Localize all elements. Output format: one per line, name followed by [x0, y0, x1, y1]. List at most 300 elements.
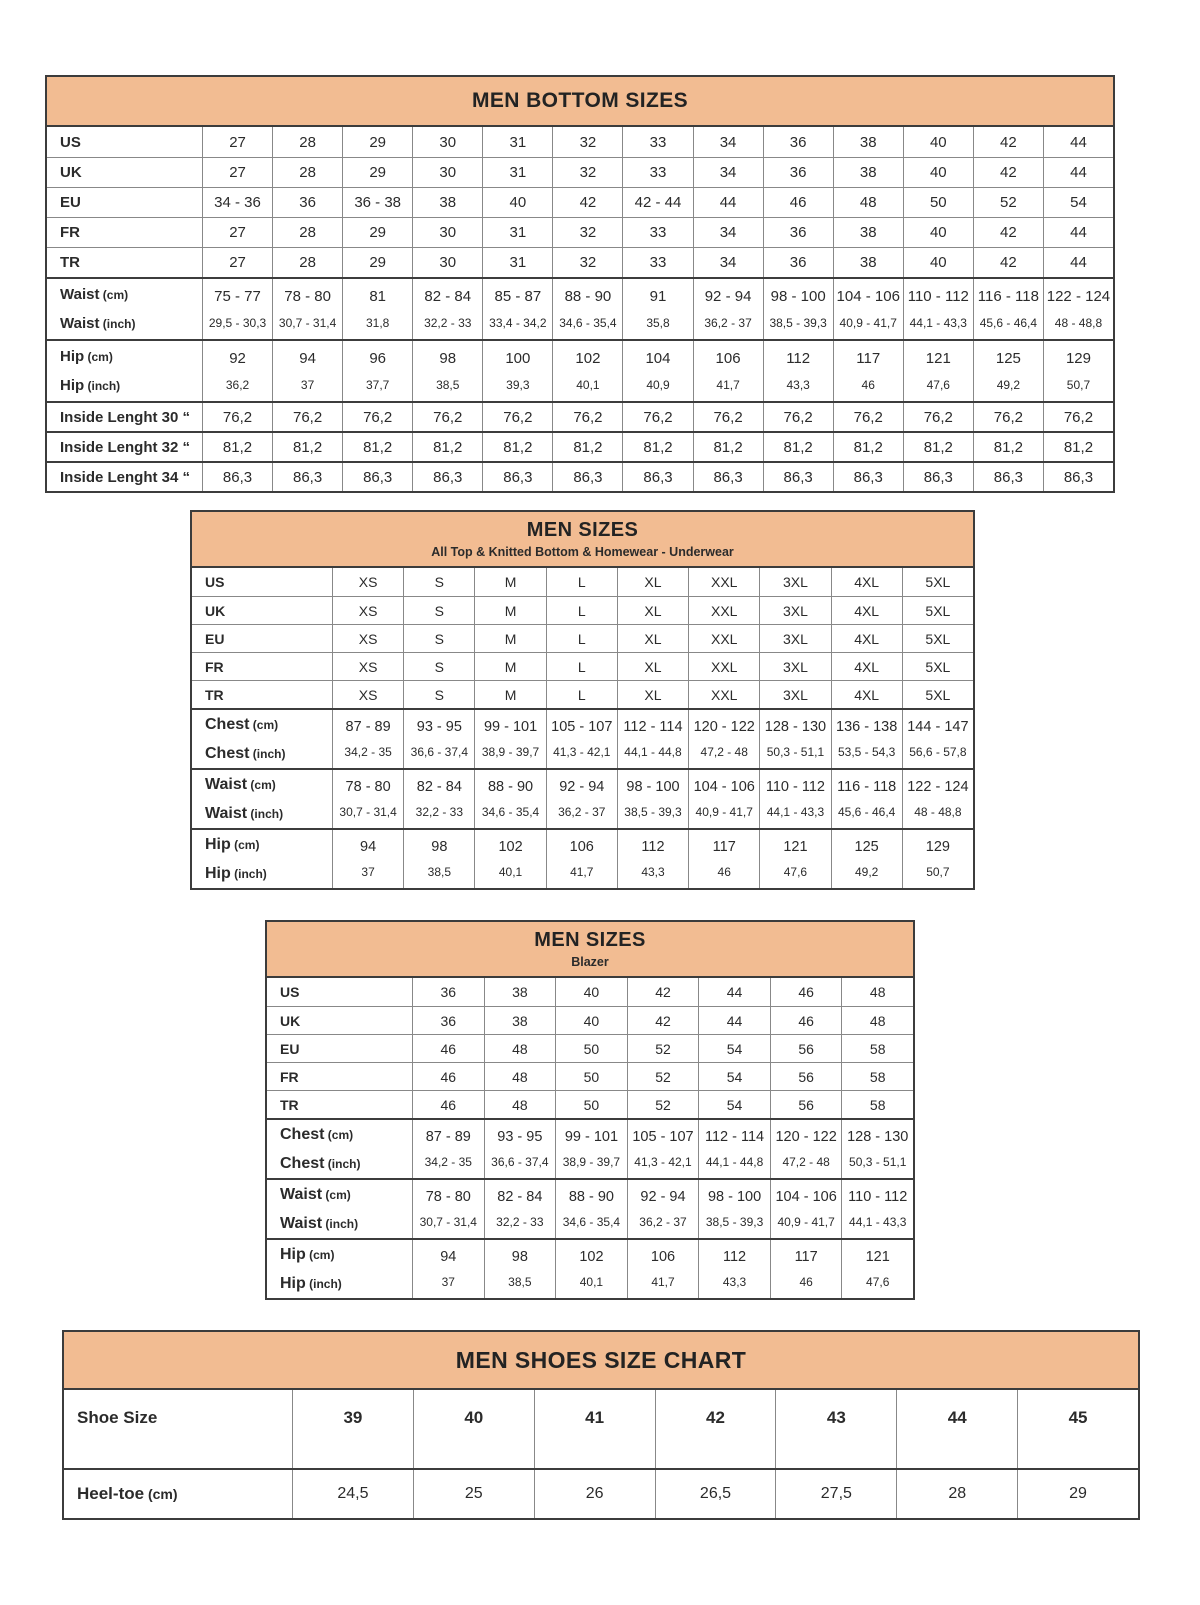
value-cm: 104 [645, 350, 671, 367]
value-cm: 92 - 94 [640, 1189, 686, 1205]
value-inch: 30,7 - 31,4 [419, 1215, 477, 1229]
value-inch: 44,1 - 44,8 [624, 745, 682, 759]
value-inch: 41,3 - 42,1 [634, 1155, 692, 1169]
table-header [64, 1332, 1138, 1390]
table-cell: M [474, 625, 545, 652]
row-label-text: Chest [205, 744, 250, 762]
table-cell: XXL [688, 681, 759, 708]
table-row [267, 1006, 913, 1034]
row-label-text: Hip [60, 347, 85, 365]
table-cell [831, 770, 902, 828]
row-label [192, 568, 332, 596]
value-cm: 120 - 122 [775, 1129, 837, 1145]
table-row [192, 652, 973, 680]
table-cell: 33 [622, 127, 692, 157]
row-label-text: Chest [280, 1125, 325, 1143]
table-cell [617, 770, 688, 828]
row-label-line [280, 1186, 351, 1204]
table-cell: 5XL [902, 597, 973, 624]
value-inch: 41,7 [651, 1275, 675, 1289]
row-label-line [205, 776, 276, 794]
table-cell [902, 830, 973, 888]
value-inch: 45,6 - 46,4 [837, 805, 896, 819]
table-cell: 76,2 [272, 403, 342, 431]
row-label-unit: (inch) [99, 316, 136, 331]
row-label-unit: (inch) [84, 378, 121, 393]
value-inch: 48 - 48,8 [1054, 316, 1103, 330]
table-cell: 44 [1043, 248, 1113, 277]
table-cell: 42 - 44 [622, 188, 692, 217]
value-cm: 98 - 100 [707, 1189, 762, 1205]
table-cell [482, 279, 552, 339]
table-cell [484, 1180, 556, 1238]
row-label-text: EU [205, 630, 225, 647]
row-label-line [60, 377, 120, 395]
table-cell: 4XL [831, 625, 902, 652]
row-label [64, 1390, 292, 1468]
row-label [267, 1240, 412, 1298]
table-cell: 3XL [759, 653, 830, 680]
table-body [47, 127, 1113, 491]
table-cell: 81,2 [833, 433, 903, 461]
row-label-line [60, 224, 80, 241]
value-cm: 128 - 130 [764, 719, 827, 735]
table-cell: 50 [555, 1035, 627, 1062]
table-cell: S [403, 653, 474, 680]
row-label-text: US [205, 574, 225, 590]
row-label [267, 1120, 412, 1178]
row-label [192, 681, 332, 708]
table-title: MEN SIZES [526, 519, 639, 541]
row-label-line [280, 1215, 358, 1233]
table-cell [412, 1240, 484, 1298]
value-cm: 102 [579, 1249, 604, 1265]
table-row [47, 461, 1113, 491]
table-cell: XXL [688, 597, 759, 624]
value-cm: 110 - 112 [907, 288, 969, 305]
value-cm: 116 - 118 [837, 779, 897, 795]
table-cell: 86,3 [973, 463, 1043, 491]
table-cell: 32 [552, 248, 622, 277]
table-cell: 46 [770, 978, 842, 1006]
table-row [267, 1062, 913, 1090]
value-cm: 96 [369, 350, 387, 367]
table-cell [484, 1120, 556, 1178]
value-cm: 88 - 90 [564, 288, 612, 305]
value-inch: 34,2 - 35 [344, 745, 392, 759]
table-cell: 38 [833, 248, 903, 277]
row-label-line [280, 1246, 334, 1264]
table-cell [763, 279, 833, 339]
table-cell: 76,2 [412, 403, 482, 431]
table-cell: 38 [484, 1007, 556, 1034]
table-row [47, 217, 1113, 247]
table-row [47, 277, 1113, 339]
table-cell [552, 341, 622, 401]
value-inch: 40,1 [576, 378, 600, 392]
value-cm: 98 [431, 839, 448, 855]
table-cell: 81,2 [763, 433, 833, 461]
table-row [192, 828, 973, 888]
table-cell: L [546, 681, 617, 708]
row-label-unit: (cm) [324, 1127, 354, 1142]
row-label-text: Hip [205, 835, 231, 853]
value-inch: 32,2 - 33 [415, 805, 464, 819]
value-cm: 106 [715, 350, 741, 367]
table-cell: 52 [973, 188, 1043, 217]
table-cell: 4XL [831, 597, 902, 624]
table-cell: 56 [770, 1063, 842, 1090]
row-label [47, 279, 202, 339]
table-cell [474, 770, 545, 828]
row-label-line [280, 1155, 360, 1173]
table-cell: 54 [698, 1035, 770, 1062]
table-cell: 31 [482, 248, 552, 277]
row-label-unit: (cm) [84, 349, 113, 364]
table-cell: 5XL [902, 681, 973, 708]
table-cell [973, 341, 1043, 401]
table-body [64, 1390, 1138, 1518]
value-inch: 38,5 - 39,3 [624, 805, 682, 819]
value-cm: 120 - 122 [693, 719, 755, 735]
table-cell: 3XL [759, 625, 830, 652]
row-label-line [60, 348, 113, 366]
table-cell: M [474, 568, 545, 596]
table-cell [1043, 279, 1113, 339]
row-label [192, 710, 332, 768]
value-inch: 40,1 [579, 1275, 604, 1289]
value-inch: 33,4 - 34,2 [489, 316, 547, 330]
value-inch: 43,3 [722, 1275, 747, 1289]
table-cell: L [546, 625, 617, 652]
table-cell [555, 1120, 627, 1178]
table-cell: 27 [202, 248, 272, 277]
row-label-text: Waist [205, 775, 248, 793]
table-cell: 27 [202, 158, 272, 187]
table-cell [403, 710, 474, 768]
value-cm: 121 [865, 1249, 890, 1265]
value-inch: 43,3 [786, 378, 810, 392]
value-cm: 112 [786, 350, 811, 367]
value-cm: 105 - 107 [632, 1129, 694, 1145]
row-label-line [280, 1013, 300, 1029]
table-cell: S [403, 625, 474, 652]
table-header [47, 77, 1113, 127]
table-cell: 38 [412, 188, 482, 217]
value-inch: 44,1 - 43,3 [766, 805, 825, 819]
table-cell: 44 [698, 1007, 770, 1034]
value-inch: 37 [300, 378, 315, 392]
row-label-text: Waist [60, 314, 100, 332]
value-inch: 30,7 - 31,4 [278, 316, 337, 330]
table-cell: 27 [202, 218, 272, 247]
table-cell [763, 341, 833, 401]
table-cell: 81,2 [482, 433, 552, 461]
row-label [267, 1035, 412, 1062]
table-cell [973, 279, 1043, 339]
table-cell: L [546, 653, 617, 680]
value-inch: 53,5 - 54,3 [837, 745, 896, 759]
value-cm: 121 [925, 350, 951, 367]
table-cell [342, 341, 412, 401]
table-cell [484, 1240, 556, 1298]
row-label [192, 625, 332, 652]
value-inch: 50,7 [926, 865, 950, 879]
table-cell: 50 [555, 1063, 627, 1090]
row-label-unit: (inch) [324, 1156, 361, 1171]
table-cell [770, 1120, 842, 1178]
table-row [267, 1118, 913, 1178]
table-cell: 86,3 [202, 463, 272, 491]
table-cell: XXL [688, 653, 759, 680]
value-cm: 93 - 95 [497, 1129, 543, 1145]
value-cm: 112 - 114 [623, 719, 683, 735]
table-cell: XS [332, 625, 403, 652]
value-cm: 92 - 94 [704, 288, 752, 305]
table-cell: 76,2 [693, 403, 763, 431]
table-cell [841, 1240, 913, 1298]
table-cell [627, 1120, 699, 1178]
table-cell: 36 - 38 [342, 188, 412, 217]
value-cm: 82 - 84 [416, 779, 462, 795]
value-inch: 40,9 - 41,7 [695, 805, 753, 819]
value-cm: 112 - 114 [705, 1129, 765, 1145]
table-cell: 38 [833, 127, 903, 157]
value-inch: 41,7 [570, 865, 594, 879]
table-cell: 28 [272, 248, 342, 277]
value-inch: 36,2 - 37 [704, 316, 752, 330]
table-cell: 86,3 [1043, 463, 1113, 491]
value-cm: 102 [575, 350, 601, 367]
value-cm: 98 [511, 1249, 528, 1265]
table-cell: 58 [841, 1091, 913, 1118]
row-label-text: Shoe Size [77, 1408, 158, 1427]
value-cm: 98 - 100 [770, 288, 826, 305]
value-cm: 99 - 101 [483, 719, 538, 735]
table-cell: 54 [1043, 188, 1113, 217]
row-label-line [60, 315, 135, 333]
table-cell [841, 1120, 913, 1178]
table-cell: M [474, 597, 545, 624]
value-cm: 106 [569, 839, 594, 855]
value-inch: 48 - 48,8 [914, 805, 962, 819]
men-sizes-tops-table [190, 510, 975, 890]
table-cell: 44 [698, 978, 770, 1006]
value-cm: 116 - 118 [977, 288, 1039, 305]
row-label-line [205, 687, 224, 703]
table-cell [1043, 341, 1113, 401]
table-cell [272, 341, 342, 401]
table-cell: 86,3 [412, 463, 482, 491]
table-cell: 50 [555, 1091, 627, 1118]
value-inch: 37,7 [366, 378, 390, 392]
row-label [64, 1470, 292, 1518]
value-cm: 104 - 106 [693, 779, 755, 795]
table-cell: 26 [534, 1470, 655, 1518]
table-cell: 42 [655, 1390, 776, 1468]
value-inch: 56,6 - 57,8 [909, 745, 967, 759]
row-label-text: Hip [280, 1245, 306, 1263]
table-cell: 81,2 [693, 433, 763, 461]
table-cell: 36 [763, 218, 833, 247]
table-cell: 38 [484, 978, 556, 1006]
value-inch: 46 [861, 378, 875, 392]
table-cell: 46 [412, 1063, 484, 1090]
value-cm: 125 [854, 839, 879, 855]
table-cell [902, 770, 973, 828]
table-cell: 46 [770, 1007, 842, 1034]
table-cell: 4XL [831, 568, 902, 596]
table-cell [332, 830, 403, 888]
table-cell: XL [617, 653, 688, 680]
row-label [192, 597, 332, 624]
men-shoes-size-chart-table [62, 1330, 1140, 1520]
table-cell: S [403, 681, 474, 708]
value-cm: 129 [1065, 350, 1091, 367]
table-cell: 3XL [759, 681, 830, 708]
table-cell: XL [617, 568, 688, 596]
table-cell: S [403, 597, 474, 624]
table-cell [412, 1120, 484, 1178]
table-cell: 81,2 [973, 433, 1043, 461]
row-label-line [280, 984, 299, 1000]
value-cm: 87 - 89 [345, 719, 391, 735]
value-inch: 47,6 [783, 865, 808, 879]
value-inch: 40,1 [498, 865, 523, 879]
table-cell: XS [332, 597, 403, 624]
value-cm: 93 - 95 [416, 719, 462, 735]
table-cell [403, 830, 474, 888]
table-cell [546, 770, 617, 828]
row-label-text: Waist [205, 804, 248, 822]
table-cell: 48 [841, 1007, 913, 1034]
value-cm: 88 - 90 [568, 1189, 614, 1205]
row-label-text: US [60, 133, 81, 151]
table-cell: 26,5 [655, 1470, 776, 1518]
row-label-text: EU [280, 1040, 300, 1057]
men-bottom-sizes-table [45, 75, 1115, 493]
row-label [47, 218, 202, 247]
value-cm: 81 [369, 288, 387, 305]
table-cell: 29 [1017, 1470, 1138, 1518]
table-row [64, 1468, 1138, 1518]
table-cell [770, 1180, 842, 1238]
table-cell: 40 [482, 188, 552, 217]
table-title: MEN SHOES SIZE CHART [455, 1346, 747, 1373]
table-cell: 30 [412, 248, 482, 277]
table-row [47, 339, 1113, 401]
value-cm: 98 [439, 350, 457, 367]
table-row [192, 568, 973, 596]
table-cell [202, 341, 272, 401]
table-subtitle: All Top & Knitted Bottom & Homewear - Underwear [431, 545, 734, 559]
row-label-text: FR [280, 1068, 299, 1085]
table-cell: 43 [775, 1390, 896, 1468]
table-cell: 44 [1043, 158, 1113, 187]
men-sizes-blazer-table [265, 920, 915, 1300]
value-inch: 37 [361, 865, 375, 879]
table-cell: 48 [484, 1035, 556, 1062]
table-cell: 42 [627, 978, 699, 1006]
value-cm: 121 [783, 839, 808, 855]
row-label-text: FR [60, 224, 80, 241]
row-label [267, 978, 412, 1006]
table-cell: 36 [763, 127, 833, 157]
table-row [267, 1034, 913, 1062]
table-cell: 76,2 [833, 403, 903, 431]
value-inch: 41,3 - 42,1 [553, 745, 611, 759]
row-label-text: TR [205, 686, 224, 703]
table-cell: 76,2 [202, 403, 272, 431]
value-inch: 40,9 [646, 378, 670, 392]
value-inch: 32,2 - 33 [424, 316, 472, 330]
table-cell [474, 830, 545, 888]
table-cell: 81,2 [412, 433, 482, 461]
table-cell: 76,2 [1043, 403, 1113, 431]
table-row [267, 1178, 913, 1238]
table-cell: 39 [292, 1390, 413, 1468]
table-cell: 5XL [902, 568, 973, 596]
table-cell: 58 [841, 1063, 913, 1090]
table-cell: 33 [622, 248, 692, 277]
value-inch: 40,9 - 41,7 [839, 316, 897, 330]
row-label-line [60, 194, 81, 211]
table-cell [902, 710, 973, 768]
value-cm: 99 - 101 [564, 1129, 619, 1145]
table-cell [617, 710, 688, 768]
table-cell: 44 [1043, 218, 1113, 247]
table-cell [622, 279, 692, 339]
row-label-unit: (inch) [305, 1276, 342, 1291]
row-label-unit: (cm) [305, 1247, 335, 1262]
row-label-unit: (inch) [322, 1216, 359, 1231]
table-cell: 76,2 [342, 403, 412, 431]
row-label-text: TR [60, 254, 80, 271]
row-label-text: Waist [60, 285, 100, 303]
value-cm: 78 - 80 [284, 288, 331, 305]
value-inch: 50,7 [1066, 378, 1091, 392]
table-cell: 34 [693, 158, 763, 187]
value-cm: 117 [794, 1249, 818, 1265]
table-cell [272, 279, 342, 339]
value-cm: 106 [650, 1249, 676, 1265]
table-cell: 5XL [902, 653, 973, 680]
table-body [192, 568, 973, 888]
row-label [192, 830, 332, 888]
table-cell [759, 830, 830, 888]
value-cm: 128 - 130 [847, 1129, 909, 1145]
value-inch: 43,3 [641, 865, 665, 879]
table-cell [403, 770, 474, 828]
value-cm: 129 [925, 839, 950, 855]
table-cell: 32 [552, 158, 622, 187]
row-label-line [280, 1069, 299, 1085]
table-cell: 36 [412, 1007, 484, 1034]
row-label-text: FR [205, 658, 224, 675]
table-cell: 76,2 [973, 403, 1043, 431]
table-cell: 54 [698, 1091, 770, 1118]
table-cell [831, 710, 902, 768]
table-row [192, 708, 973, 768]
row-label-unit: (cm) [99, 287, 129, 302]
table-cell: 28 [272, 127, 342, 157]
value-inch: 37 [441, 1275, 455, 1289]
table-cell: 45 [1017, 1390, 1138, 1468]
table-cell: 24,5 [292, 1470, 413, 1518]
table-cell: 40 [903, 248, 973, 277]
value-inch: 38,5 [427, 865, 451, 879]
table-row [47, 157, 1113, 187]
